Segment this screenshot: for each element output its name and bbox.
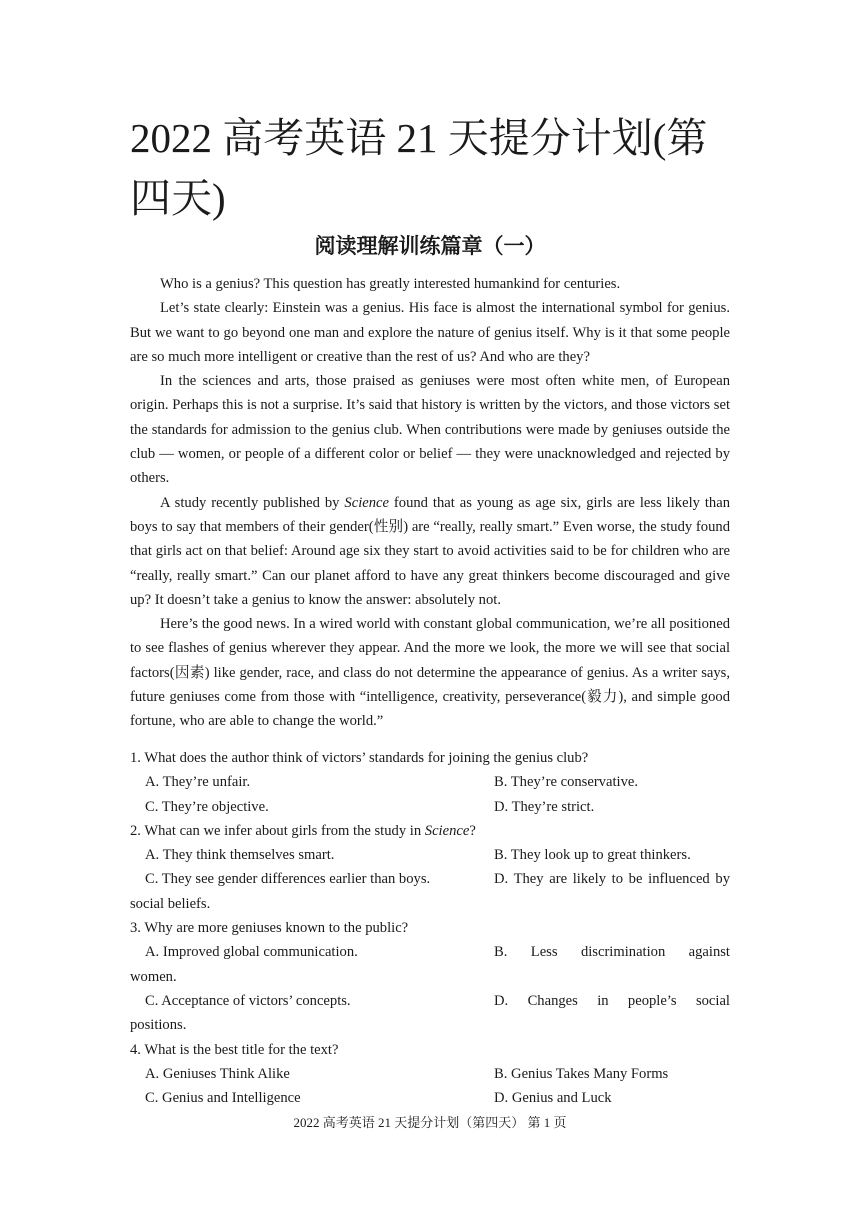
option-a[interactable]: A. They’re unfair. [145, 774, 251, 791]
document-title: 2022 高考英语 21 天提分计划(第四天) [130, 115, 708, 221]
question-stem: 1. What does the author think of victors’ standards for joining the genius club? [130, 750, 589, 766]
option-a[interactable]: A. They think themselves smart. [145, 847, 335, 864]
option-b[interactable]: B. They’re conservative. [494, 774, 638, 791]
option-d[interactable]: D. Genius and Luck [494, 1090, 612, 1107]
question-4 [130, 1038, 730, 1111]
journal-name: Science [424, 822, 470, 839]
section-title: 阅读理解训练篇章（一） [314, 234, 546, 258]
option-row [130, 795, 730, 819]
option-row [130, 989, 730, 1013]
option-a[interactable]: A. Improved global communication. [145, 944, 358, 961]
journal-name: Science [344, 494, 389, 511]
option-c[interactable]: C. Acceptance of victors’ concepts. [145, 992, 351, 1009]
question-2 [130, 819, 730, 916]
option-b[interactable]: B. Less discrimination against [494, 944, 730, 961]
question-1 [130, 746, 730, 819]
option-row [130, 770, 730, 794]
paragraph-text: A study recently published by [160, 494, 345, 511]
passage-paragraph-1: Who is a genius? This question has greatly interested humankind for centuries. [160, 276, 621, 292]
option-row [130, 867, 730, 891]
question-stem [130, 819, 730, 843]
passage-paragraph-5: Here’s the good news. In a wired world with constant global communication, we’re all positioned to see flashes of genius wherever they appear. And the more we look, the more we will see that social factors(因素) like gender, race, and class do not determine the appearance of genius. As a writer says, future geniuses come from those with “intelligence, creativity, perseverance(毅力), and simple good fortune, who are able to change the world.” [130, 616, 730, 730]
paragraph-text: found that as young as age six, girls are less likely than boys to say that members of their gender(性别) are “really, really smart.” Even worse, the study found that girls act on that belief: Around age six they start to avoid activities said to be for children who are “really, really smart.” Can our planet afford to have any great thinkers become discouraged and give up? It doesn’t take a genius to know the answer: absolutely not. [130, 494, 730, 608]
option-d[interactable]: D. They are likely to be influenced by [494, 871, 730, 888]
option-d-continuation: social beliefs. [130, 895, 211, 912]
question-stem: 3. Why are more geniuses known to the public? [130, 920, 409, 937]
passage-paragraph-4 [130, 491, 730, 612]
option-d[interactable]: D. They’re strict. [494, 798, 595, 815]
option-d-continuation: positions. [130, 1017, 187, 1034]
option-row [130, 843, 730, 867]
option-a[interactable]: A. Geniuses Think Alike [145, 1065, 290, 1082]
option-row [130, 1062, 730, 1086]
stem-text: 2. What can we infer about girls from the study in [130, 822, 425, 839]
option-b-continuation: women. [130, 968, 177, 985]
option-b[interactable]: B. They look up to great thinkers. [494, 847, 691, 864]
option-row [130, 1086, 730, 1110]
reading-passage [130, 272, 730, 734]
question-3 [130, 916, 730, 1037]
passage-paragraph-3: In the sciences and arts, those praised as geniuses were most often white men, of European origin. Perhaps this is not a surprise. It’s said that history is written by the victors, and those victors set the standards for admission to the genius club. When contributions were made by geniuses outside the club — women, or people of a different color or belief — they were unacknowledged and rejected by others. [130, 373, 730, 487]
option-c[interactable]: C. Genius and Intelligence [145, 1090, 301, 1107]
option-c[interactable]: C. They’re objective. [145, 798, 269, 815]
stem-text: ? [469, 822, 476, 839]
question-stem: 4. What is the best title for the text? [130, 1041, 339, 1058]
page-footer: 2022 高考英语 21 天提分计划（第四天） 第 1 页 [293, 1115, 567, 1130]
option-c[interactable]: C. They see gender differences earlier than boys. [145, 871, 431, 888]
passage-paragraph-2: Let’s state clearly: Einstein was a genius. His face is almost the international symbol for genius. But we want to go beyond one man and explore the nature of genius itself. Why is it that some people are so much more intelligent or creative than the rest of us? And who are they? [130, 300, 730, 365]
option-b[interactable]: B. Genius Takes Many Forms [494, 1065, 669, 1082]
option-row [130, 940, 730, 964]
option-d[interactable]: D. Changes in people’s social [494, 992, 730, 1009]
question-list [130, 746, 730, 1110]
